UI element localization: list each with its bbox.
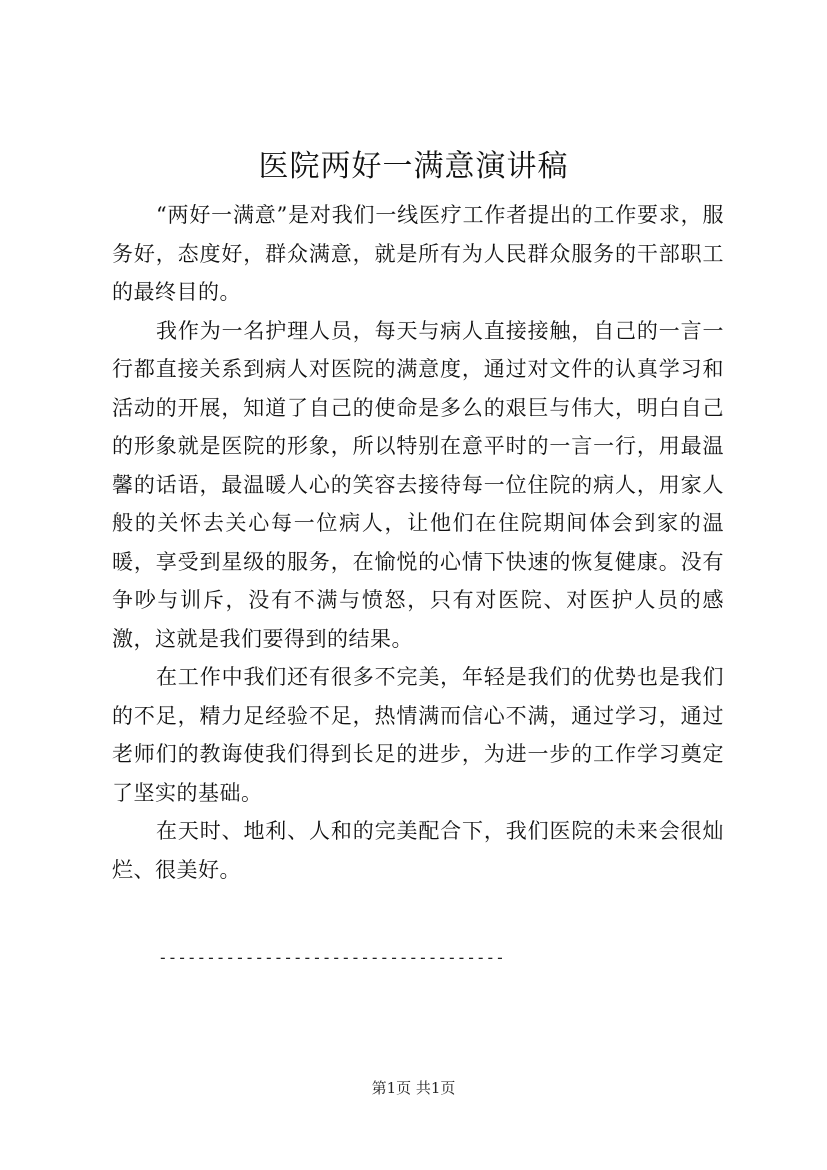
dashed-divider: ------------------------------------ [158, 948, 505, 967]
page-footer: 第1页 共1页 [371, 1079, 456, 1097]
paragraph-2: 我作为一名护理人员，每天与病人直接接触，自己的一言一行都直接关系到病人对医院的满意度，通过对文件的认真学习和活动的开展，知道了自己的使命是多么的艰巨与伟大，明白自己的形象就是医院的形象，所以特别在意平时的一言一行，用最温馨的话语，最温暖人心的笑容去接待每一位住院的病人，用家人般的关怀去关心每一位病人，让他们在住院期间体会到家的温暖，享受到星级的服务，在愉悦的心情下快速的恢复健康。没有争吵与训斥，没有不满与愤怒，只有对医院、对医护人员的感激，这就是我们要得到的结果。 [112, 318, 724, 651]
document-title: 医院两好一满意演讲稿 [258, 149, 569, 184]
paragraph-4: 在天时、地利、人和的完美配合下，我们医院的未来会很灿烂、很美好。 [112, 819, 724, 882]
paragraph-1: “两好一满意”是对我们一线医疗工作者提出的工作要求，服务好，态度好，群众满意，就是所有为人民群众服务的干部职工的最终目的。 [112, 203, 724, 304]
document-body [112, 196, 724, 889]
paragraph-3: 在工作中我们还有很多不完美，年轻是我们的优势也是我们的不足，精力足经验不足，热情满而信心不满，通过学习，通过老师们的教诲使我们得到长足的进步，为进一步的工作学习奠定了坚实的基础。 [112, 665, 724, 805]
